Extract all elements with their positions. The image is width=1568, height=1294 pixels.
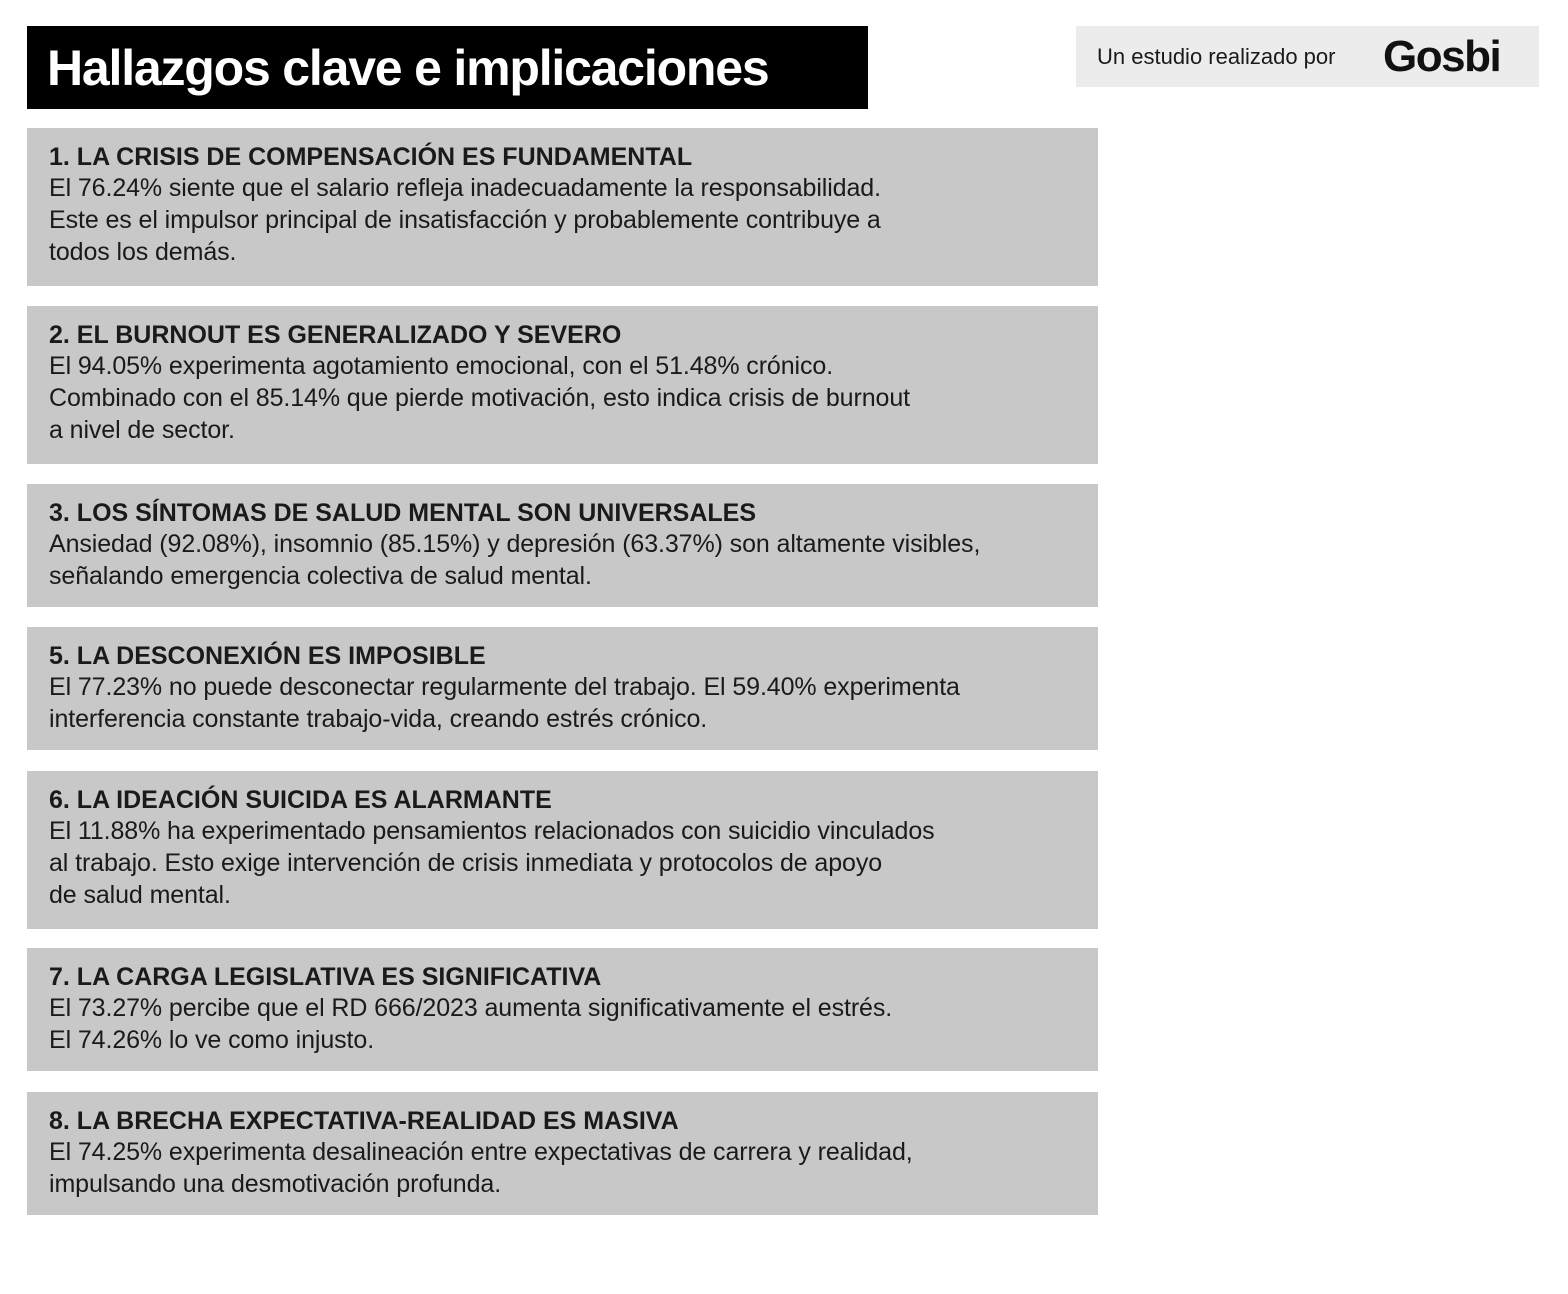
byline-text: Un estudio realizado por xyxy=(1097,43,1336,69)
finding-heading: 6. LA IDEACIÓN SUICIDA ES ALARMANTE xyxy=(49,786,552,814)
finding-heading: 7. LA CARGA LEGISLATIVA ES SIGNIFICATIVA xyxy=(49,963,602,991)
finding-text-line: Ansiedad (92.08%), insomnio (85.15%) y depresión (63.37%) son altamente visibles, xyxy=(49,530,981,558)
finding-text-line: todos los demás. xyxy=(49,238,237,266)
finding-text-line: El 77.23% no puede desconectar regularmente del trabajo. El 59.40% experimenta xyxy=(49,673,960,701)
title-banner xyxy=(27,26,868,109)
finding-text-line: interferencia constante trabajo-vida, creando estrés crónico. xyxy=(49,705,708,733)
finding-text-line: El 11.88% ha experimentado pensamientos relacionados con suicidio vinculados xyxy=(49,817,935,845)
finding-card-3 xyxy=(27,484,1098,607)
finding-text-line: al trabajo. Esto exige intervención de crisis inmediata y protocolos de apoyo xyxy=(49,849,883,877)
finding-text-line: a nivel de sector. xyxy=(49,416,235,444)
finding-text-line: señalando emergencia colectiva de salud mental. xyxy=(49,562,592,590)
finding-text-line: El 94.05% experimenta agotamiento emocional, con el 51.48% crónico. xyxy=(49,352,834,380)
page-title: Hallazgos clave e implicaciones xyxy=(47,39,769,96)
finding-heading: 1. LA CRISIS DE COMPENSACIÓN ES FUNDAMENTAL xyxy=(49,143,693,171)
finding-card-6 xyxy=(27,771,1098,929)
finding-text-line: impulsando una desmotivación profunda. xyxy=(49,1170,502,1198)
gosbi-logo: Gosbi xyxy=(1383,32,1501,81)
finding-heading: 5. LA DESCONEXIÓN ES IMPOSIBLE xyxy=(49,642,486,670)
byline-banner xyxy=(1076,26,1539,87)
finding-text-line: Combinado con el 85.14% que pierde motivación, esto indica crisis de burnout xyxy=(49,384,910,412)
finding-text-line: El 73.27% percibe que el RD 666/2023 aumenta significativamente el estrés. xyxy=(49,994,893,1022)
finding-text-line: El 74.25% experimenta desalineación entre expectativas de carrera y realidad, xyxy=(49,1138,913,1166)
finding-card-7 xyxy=(27,948,1098,1071)
finding-text-line: Este es el impulsor principal de insatisfacción y probablemente contribuye a xyxy=(49,206,881,234)
finding-card-2 xyxy=(27,306,1098,464)
finding-heading: 2. EL BURNOUT ES GENERALIZADO Y SEVERO xyxy=(49,321,622,349)
finding-card-1 xyxy=(27,128,1098,286)
finding-text-line: El 74.26% lo ve como injusto. xyxy=(49,1026,375,1054)
finding-text-line: El 76.24% siente que el salario refleja inadecuadamente la responsabilidad. xyxy=(49,174,881,202)
finding-heading: 3. LOS SÍNTOMAS DE SALUD MENTAL SON UNIVERSALES xyxy=(49,499,757,527)
finding-card-8 xyxy=(27,1092,1098,1215)
finding-heading: 8. LA BRECHA EXPECTATIVA-REALIDAD ES MASIVA xyxy=(49,1107,679,1135)
finding-card-5 xyxy=(27,627,1098,750)
finding-text-line: de salud mental. xyxy=(49,881,231,909)
